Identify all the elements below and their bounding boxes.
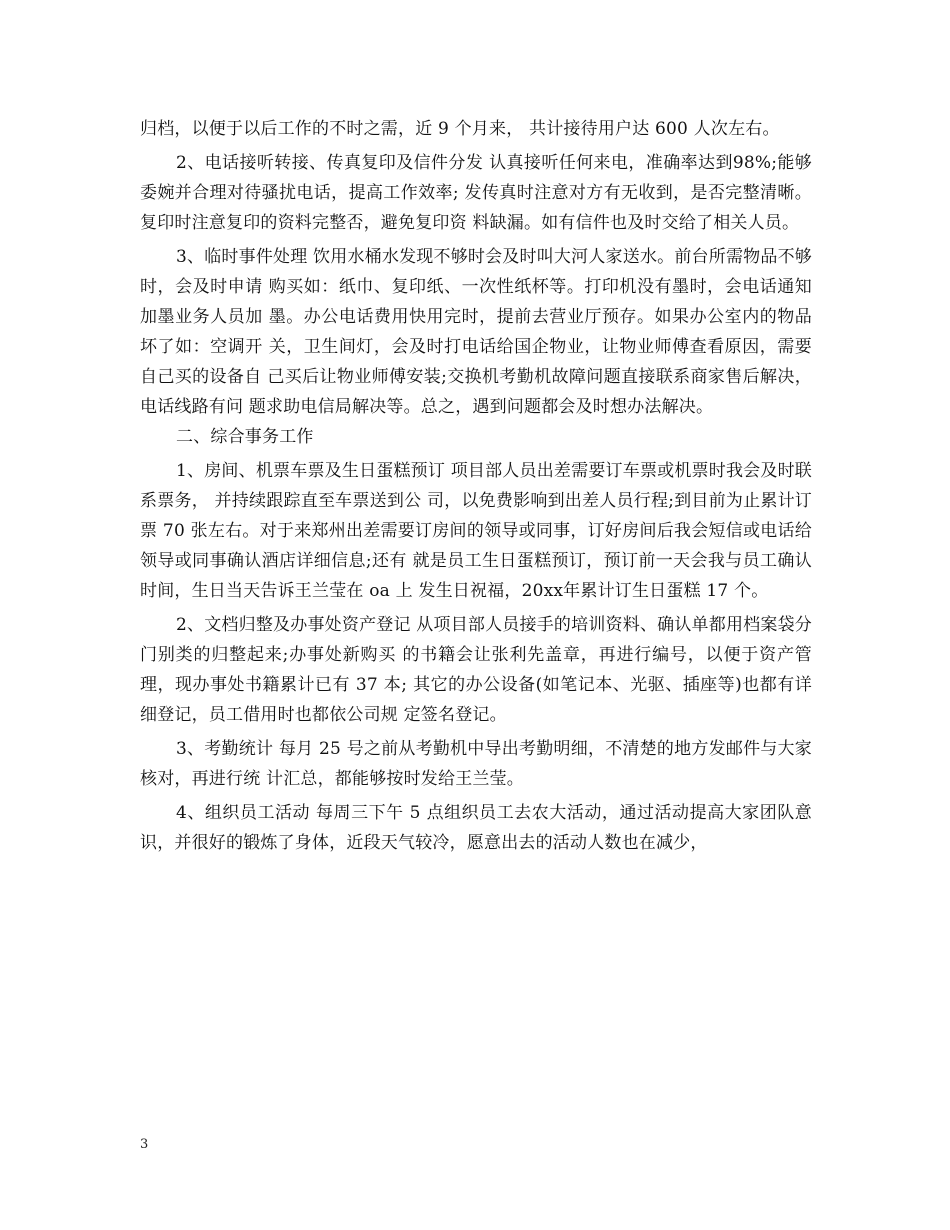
page-number: 3 bbox=[140, 1137, 149, 1152]
paragraph-documents-assets: 2、文档归整及办事处资产登记 从项目部人员接手的培训资料、确认单都用档案袋分门别类的归整起来;办事处新购买 的书籍会让张利先盖章，再进行编号，以便于资产管理，现办事处书籍累计已有 37 本; 其它的办公设备(如笔记本、光驱、插座等)也都有详细登记，员工借用时也都依公司规 定签名登记。 bbox=[140, 615, 812, 725]
paragraph-booking: 1、房间、机票车票及生日蛋糕预订 项目部人员出差需要订车票或机票时我会及时联系票务， 并持续跟踪直至车票送到公 司，以免费影响到出差人员行程;到目前为止累计订票 70 张左右。对于来郑州出差需要订房间的领导或同事，订好房间后我会短信或电话给领导或同事确认酒店详细信息;还有 就是员工生日蛋糕预订，预订前一天会我与员工确认时间，生日当天告诉王兰莹在 oa 上 发生日祝福，20xx年累计订生日蛋糕 17 个。 bbox=[140, 461, 812, 601]
paragraph-phone-fax-mail: 2、电话接听转接、传真复印及信件分发 认真接听任何来电，准确率达到98%;能够委婉并合理对待骚扰电话，提高工作效率; 发传真时注意对方有无收到，是否完整清晰。复印时注意复印的资料完整否，避免复印资 料缺漏。如有信件也及时交给了相关人员。 bbox=[140, 153, 812, 233]
paragraph-attendance: 3、考勤统计 每月 25 号之前从考勤机中导出考勤明细，不清楚的地方发邮件与大家核对，再进行统 计汇总，都能够按时发给王兰莹。 bbox=[140, 739, 812, 789]
document-body bbox=[140, 114, 812, 858]
section-heading-general-affairs: 二、综合事务工作 bbox=[176, 427, 314, 447]
paragraph-temporary-events: 3、临时事件处理 饮用水桶水发现不够时会及时叫大河人家送水。前台所需物品不够时，会及时申请 购买如：纸巾、复印纸、一次性纸杯等。打印机没有墨时，会电话通知加墨业务人员加 墨。办公电话费用快用完时，提前去营业厅预存。如果办公室内的物品坏了如：空调开 关，卫生间灯，会及时打电话给国企物业，让物业师傅查看原因，需要自己买的设备自 己买后让物业师傅安装;交换机考勤机故障问题直接联系商家售后解决，电话线路有问 题求助电信局解决等。总之，遇到问题都会及时想办法解决。 bbox=[140, 247, 812, 417]
paragraph-employee-activities: 4、组织员工活动 每周三下午 5 点组织员工去农大活动，通过活动提高大家团队意识，并很好的锻炼了身体，近段天气较冷，愿意出去的活动人数也在减少， bbox=[140, 803, 812, 853]
paragraph-reception-archive: 归档，以便于以后工作的不时之需，近 9 个月来， 共计接待用户达 600 人次左右。 bbox=[140, 119, 780, 139]
